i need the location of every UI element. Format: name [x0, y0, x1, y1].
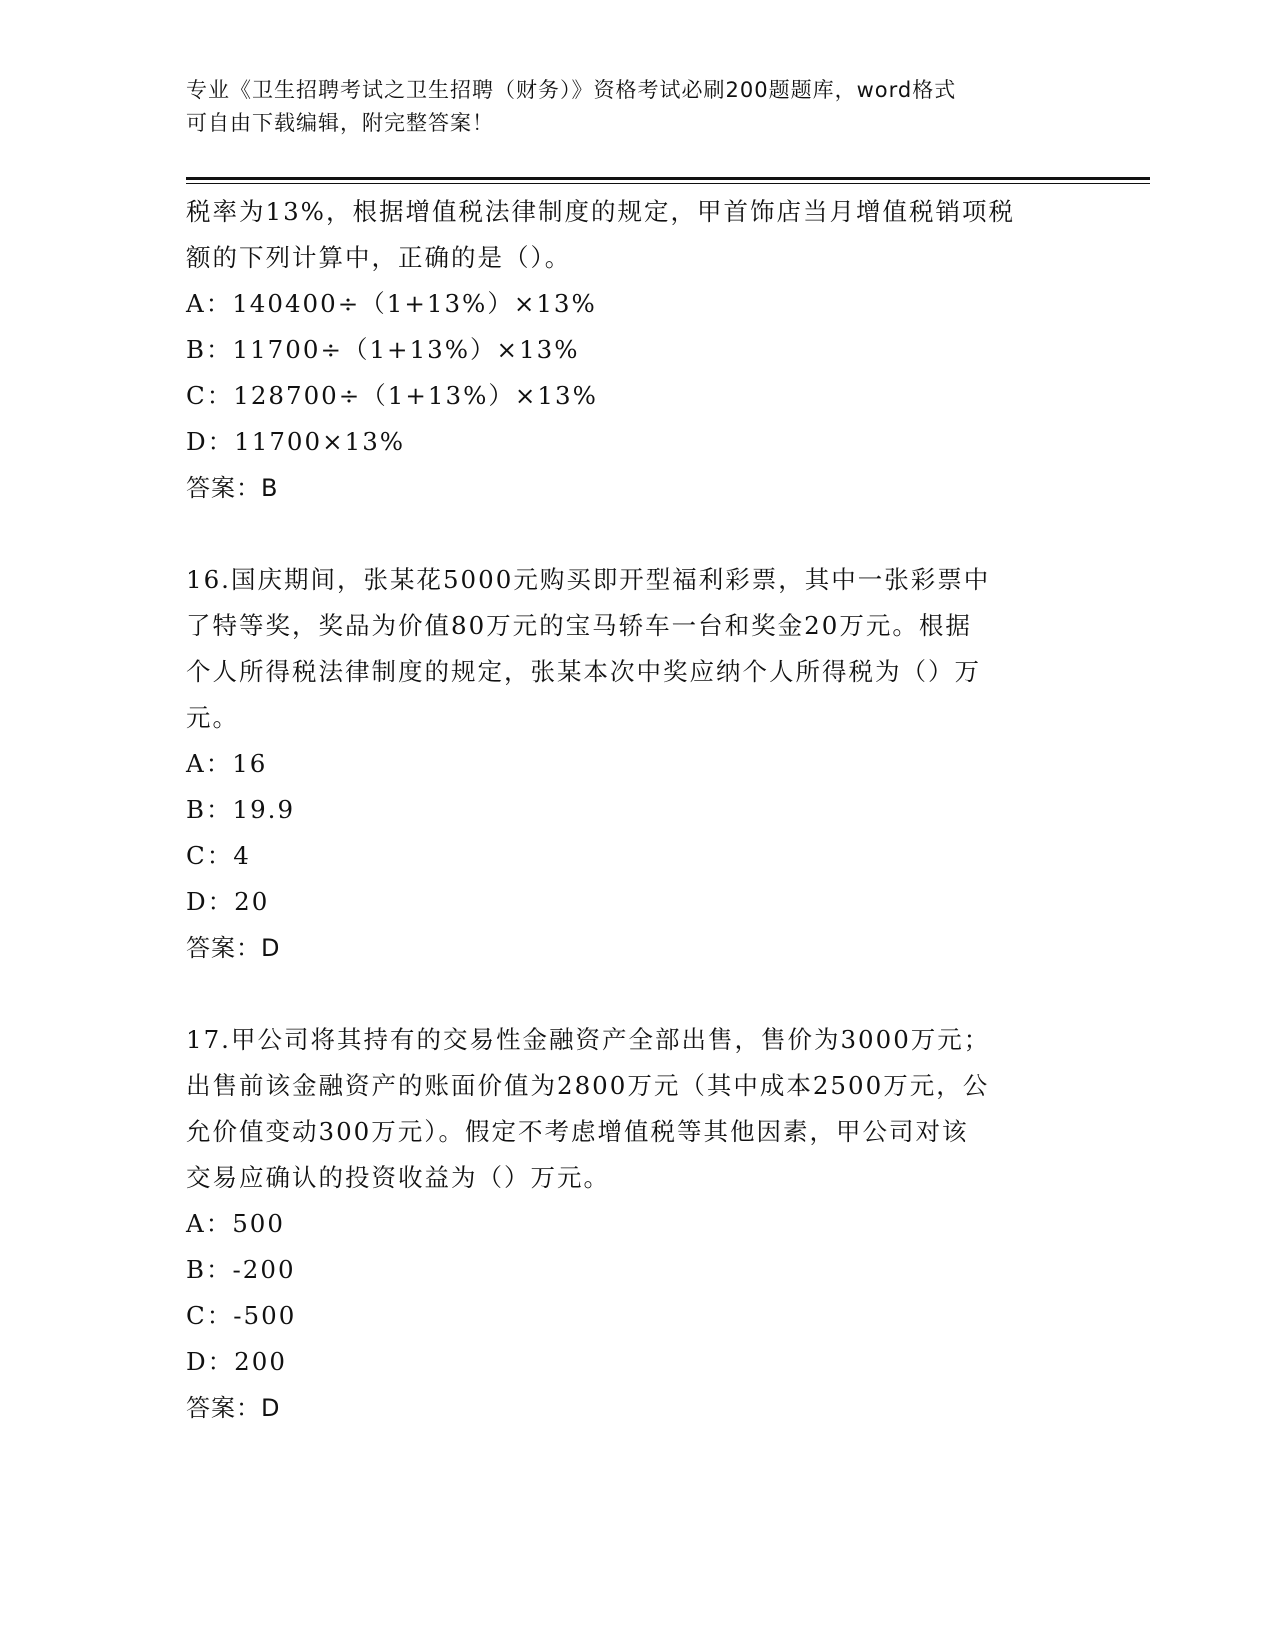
question-list: [186, 189, 1066, 1431]
option-d: D：20: [186, 887, 270, 916]
option-c: C：4: [186, 841, 251, 870]
header-line-1: 专业《卫生招聘考试之卫生招聘（财务）》资格考试必刷200题题库，word格式: [186, 78, 957, 102]
question-text-line: 个人所得税法律制度的规定，张某本次中奖应纳个人所得税为（）万: [186, 657, 981, 686]
option-c: C：-500: [186, 1301, 297, 1330]
question-text-line: 允价值变动300万元）。假定不考虑增值税等其他因素，甲公司对该: [186, 1117, 969, 1146]
question-text: [186, 189, 1066, 281]
spacer: [186, 511, 1066, 557]
question-17: [186, 1017, 1066, 1431]
option-b: B：19.9: [186, 795, 296, 824]
answer: 答案：B: [186, 474, 279, 502]
option-a: A：140400÷（1+13%）×13%: [186, 289, 597, 318]
question-15: [186, 189, 1066, 511]
header-line-2: 可自由下载编辑，附完整答案！: [186, 111, 494, 135]
spacer: [186, 971, 1066, 1017]
question-16: [186, 557, 1066, 971]
question-text: [186, 1017, 1066, 1201]
question-text: [186, 557, 1066, 741]
option-a: A：16: [186, 749, 268, 778]
question-text-line: 16.国庆期间，张某花5000元购买即开型福利彩票，其中一张彩票中: [186, 565, 991, 594]
option-a: A：500: [186, 1209, 285, 1238]
question-text-line: 出售前该金融资产的账面价值为2800万元（其中成本2500万元，公: [186, 1071, 990, 1100]
option-d: D：200: [186, 1347, 287, 1376]
question-text-line: 额的下列计算中，正确的是（）。: [186, 243, 572, 272]
question-text-line: 交易应确认的投资收益为（）万元。: [186, 1163, 610, 1192]
option-b: B：-200: [186, 1255, 296, 1284]
header-divider-thick: [186, 177, 1150, 180]
option-b: B：11700÷（1+13%）×13%: [186, 335, 580, 364]
option-d: D：11700×13%: [186, 427, 406, 456]
question-text-line: 税率为13%，根据增值税法律制度的规定，甲首饰店当月增值税销项税: [186, 197, 1015, 226]
question-text-line: 元。: [186, 703, 239, 732]
header-divider-thin: [186, 183, 1150, 184]
option-c: C：128700÷（1+13%）×13%: [186, 381, 598, 410]
question-text-line: 了特等奖，奖品为价值80万元的宝马轿车一台和奖金20万元。根据: [186, 611, 972, 640]
question-text-line: 17.甲公司将其持有的交易性金融资产全部出售，售价为3000万元；: [186, 1025, 991, 1054]
answer: 答案：D: [186, 1394, 281, 1422]
answer: 答案：D: [186, 934, 281, 962]
document-header: [186, 74, 1076, 140]
